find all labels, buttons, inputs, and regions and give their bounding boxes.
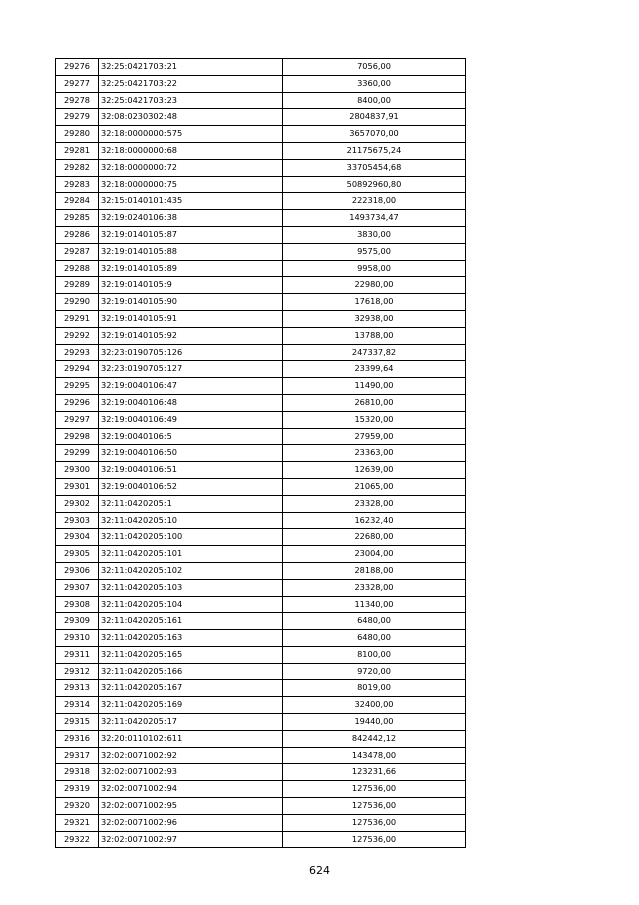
cadastral-number-cell: 32:02:0071002:94	[99, 781, 283, 798]
row-number-cell: 29318	[56, 764, 99, 781]
table-row	[56, 764, 466, 781]
value-cell: 143478,00	[283, 747, 466, 764]
value-cell: 27959,00	[283, 428, 466, 445]
table-row	[56, 663, 466, 680]
table-row	[56, 512, 466, 529]
value-cell: 50892960,80	[283, 176, 466, 193]
value-cell: 3657070,00	[283, 126, 466, 143]
row-number-cell: 29304	[56, 529, 99, 546]
value-cell: 7056,00	[283, 59, 466, 76]
cadastral-number-cell: 32:19:0140105:87	[99, 226, 283, 243]
value-cell: 23004,00	[283, 546, 466, 563]
cadastral-number-cell: 32:19:0040106:5	[99, 428, 283, 445]
value-cell: 127536,00	[283, 781, 466, 798]
value-cell: 9958,00	[283, 260, 466, 277]
table-row	[56, 630, 466, 647]
row-number-cell: 29297	[56, 411, 99, 428]
value-cell: 28188,00	[283, 562, 466, 579]
value-cell: 3360,00	[283, 75, 466, 92]
table-row	[56, 411, 466, 428]
row-number-cell: 29300	[56, 462, 99, 479]
value-cell: 2804837,91	[283, 109, 466, 126]
value-cell: 22680,00	[283, 529, 466, 546]
cadastral-number-cell: 32:18:0000000:575	[99, 126, 283, 143]
cadastral-number-cell: 32:19:0140105:92	[99, 327, 283, 344]
row-number-cell: 29289	[56, 277, 99, 294]
cadastral-number-cell: 32:11:0420205:169	[99, 697, 283, 714]
table-row	[56, 680, 466, 697]
row-number-cell: 29296	[56, 394, 99, 411]
cadastral-number-cell: 32:11:0420205:10	[99, 512, 283, 529]
row-number-cell: 29288	[56, 260, 99, 277]
table-row	[56, 126, 466, 143]
cadastral-number-cell: 32:11:0420205:161	[99, 613, 283, 630]
value-cell: 9575,00	[283, 243, 466, 260]
value-cell: 127536,00	[283, 798, 466, 815]
row-number-cell: 29291	[56, 310, 99, 327]
page-number: 624	[309, 864, 330, 877]
value-cell: 123231,66	[283, 764, 466, 781]
cadastral-number-cell: 32:11:0420205:17	[99, 714, 283, 731]
value-cell: 1493734,47	[283, 210, 466, 227]
table-row	[56, 428, 466, 445]
table-row	[56, 327, 466, 344]
table-row	[56, 445, 466, 462]
row-number-cell: 29295	[56, 378, 99, 395]
row-number-cell: 29298	[56, 428, 99, 445]
value-cell: 9720,00	[283, 663, 466, 680]
table-row	[56, 109, 466, 126]
value-cell: 11340,00	[283, 596, 466, 613]
cadastral-number-cell: 32:18:0000000:68	[99, 142, 283, 159]
table-row	[56, 75, 466, 92]
value-cell: 23328,00	[283, 579, 466, 596]
value-cell: 8019,00	[283, 680, 466, 697]
table-row	[56, 226, 466, 243]
cadastral-number-cell: 32:19:0040106:49	[99, 411, 283, 428]
row-number-cell: 29286	[56, 226, 99, 243]
row-number-cell: 29312	[56, 663, 99, 680]
table-row	[56, 546, 466, 563]
table-row	[56, 462, 466, 479]
table-row	[56, 210, 466, 227]
table-row	[56, 142, 466, 159]
table-row	[56, 562, 466, 579]
row-number-cell: 29320	[56, 798, 99, 815]
row-number-cell: 29308	[56, 596, 99, 613]
table-row	[56, 697, 466, 714]
value-cell: 32400,00	[283, 697, 466, 714]
cadastral-number-cell: 32:19:0140105:9	[99, 277, 283, 294]
row-number-cell: 29322	[56, 831, 99, 848]
value-cell: 3830,00	[283, 226, 466, 243]
value-cell: 19440,00	[283, 714, 466, 731]
table-row	[56, 781, 466, 798]
value-cell: 21175675,24	[283, 142, 466, 159]
value-cell: 22980,00	[283, 277, 466, 294]
table-row	[56, 529, 466, 546]
cadastral-number-cell: 32:11:0420205:165	[99, 646, 283, 663]
cadastral-number-cell: 32:23:0190705:127	[99, 361, 283, 378]
row-number-cell: 29276	[56, 59, 99, 76]
value-cell: 8100,00	[283, 646, 466, 663]
table-row	[56, 159, 466, 176]
cadastral-number-cell: 32:19:0040106:47	[99, 378, 283, 395]
cadastral-number-cell: 32:20:0110102:611	[99, 730, 283, 747]
cadastral-number-cell: 32:02:0071002:97	[99, 831, 283, 848]
value-cell: 23363,00	[283, 445, 466, 462]
row-number-cell: 29281	[56, 142, 99, 159]
table-row	[56, 495, 466, 512]
table-row	[56, 831, 466, 848]
cadastral-number-cell: 32:15:0140101:435	[99, 193, 283, 210]
value-cell: 12639,00	[283, 462, 466, 479]
row-number-cell: 29285	[56, 210, 99, 227]
row-number-cell: 29283	[56, 176, 99, 193]
row-number-cell: 29287	[56, 243, 99, 260]
table-row	[56, 730, 466, 747]
table-row	[56, 378, 466, 395]
cadastral-number-cell: 32:19:0140105:91	[99, 310, 283, 327]
row-number-cell: 29314	[56, 697, 99, 714]
value-cell: 6480,00	[283, 613, 466, 630]
cadastral-number-cell: 32:02:0071002:92	[99, 747, 283, 764]
table-row	[56, 92, 466, 109]
row-number-cell: 29306	[56, 562, 99, 579]
row-number-cell: 29313	[56, 680, 99, 697]
table-body	[56, 59, 466, 848]
cadastral-number-cell: 32:11:0420205:103	[99, 579, 283, 596]
row-number-cell: 29311	[56, 646, 99, 663]
cadastral-number-cell: 32:18:0000000:75	[99, 176, 283, 193]
value-cell: 842442,12	[283, 730, 466, 747]
table-row	[56, 59, 466, 76]
value-cell: 32938,00	[283, 310, 466, 327]
data-table	[55, 58, 466, 848]
table-row	[56, 344, 466, 361]
row-number-cell: 29316	[56, 730, 99, 747]
row-number-cell: 29307	[56, 579, 99, 596]
table-row	[56, 798, 466, 815]
row-number-cell: 29293	[56, 344, 99, 361]
row-number-cell: 29278	[56, 92, 99, 109]
value-cell: 127536,00	[283, 814, 466, 831]
table-row	[56, 294, 466, 311]
cadastral-number-cell: 32:25:0421703:21	[99, 59, 283, 76]
table-row	[56, 478, 466, 495]
row-number-cell: 29292	[56, 327, 99, 344]
row-number-cell: 29299	[56, 445, 99, 462]
row-number-cell: 29280	[56, 126, 99, 143]
row-number-cell: 29277	[56, 75, 99, 92]
table-row	[56, 714, 466, 731]
table-row	[56, 579, 466, 596]
value-cell: 33705454,68	[283, 159, 466, 176]
cadastral-number-cell: 32:19:0240106:38	[99, 210, 283, 227]
value-cell: 6480,00	[283, 630, 466, 647]
value-cell: 222318,00	[283, 193, 466, 210]
cadastral-number-cell: 32:11:0420205:100	[99, 529, 283, 546]
table-row	[56, 260, 466, 277]
value-cell: 23399,64	[283, 361, 466, 378]
cadastral-number-cell: 32:25:0421703:23	[99, 92, 283, 109]
table-row	[56, 394, 466, 411]
row-number-cell: 29294	[56, 361, 99, 378]
cadastral-number-cell: 32:11:0420205:166	[99, 663, 283, 680]
cadastral-number-cell: 32:19:0040106:52	[99, 478, 283, 495]
row-number-cell: 29290	[56, 294, 99, 311]
row-number-cell: 29309	[56, 613, 99, 630]
table-row	[56, 814, 466, 831]
row-number-cell: 29303	[56, 512, 99, 529]
cadastral-number-cell: 32:11:0420205:102	[99, 562, 283, 579]
cadastral-number-cell: 32:18:0000000:72	[99, 159, 283, 176]
value-cell: 26810,00	[283, 394, 466, 411]
table-row	[56, 243, 466, 260]
value-cell: 17618,00	[283, 294, 466, 311]
table-row	[56, 310, 466, 327]
row-number-cell: 29317	[56, 747, 99, 764]
value-cell: 13788,00	[283, 327, 466, 344]
row-number-cell: 29310	[56, 630, 99, 647]
row-number-cell: 29319	[56, 781, 99, 798]
value-cell: 247337,82	[283, 344, 466, 361]
cadastral-number-cell: 32:11:0420205:1	[99, 495, 283, 512]
row-number-cell: 29282	[56, 159, 99, 176]
value-cell: 21065,00	[283, 478, 466, 495]
cadastral-number-cell: 32:19:0140105:89	[99, 260, 283, 277]
cadastral-number-cell: 32:08:0230302:48	[99, 109, 283, 126]
cadastral-number-cell: 32:11:0420205:101	[99, 546, 283, 563]
cadastral-number-cell: 32:02:0071002:93	[99, 764, 283, 781]
table-row	[56, 277, 466, 294]
value-cell: 127536,00	[283, 831, 466, 848]
row-number-cell: 29305	[56, 546, 99, 563]
table-row	[56, 613, 466, 630]
cadastral-number-cell: 32:19:0040106:50	[99, 445, 283, 462]
table-row	[56, 176, 466, 193]
value-cell: 23328,00	[283, 495, 466, 512]
row-number-cell: 29315	[56, 714, 99, 731]
value-cell: 16232,40	[283, 512, 466, 529]
table-row	[56, 361, 466, 378]
table-row	[56, 596, 466, 613]
cadastral-number-cell: 32:19:0140105:88	[99, 243, 283, 260]
table-row	[56, 646, 466, 663]
cadastral-number-cell: 32:11:0420205:167	[99, 680, 283, 697]
cadastral-number-cell: 32:25:0421703:22	[99, 75, 283, 92]
row-number-cell: 29279	[56, 109, 99, 126]
cadastral-number-cell: 32:02:0071002:96	[99, 814, 283, 831]
table-row	[56, 747, 466, 764]
value-cell: 11490,00	[283, 378, 466, 395]
row-number-cell: 29302	[56, 495, 99, 512]
table-row	[56, 193, 466, 210]
cadastral-number-cell: 32:19:0040106:48	[99, 394, 283, 411]
cadastral-number-cell: 32:11:0420205:163	[99, 630, 283, 647]
cadastral-number-cell: 32:02:0071002:95	[99, 798, 283, 815]
cadastral-number-cell: 32:19:0140105:90	[99, 294, 283, 311]
row-number-cell: 29301	[56, 478, 99, 495]
row-number-cell: 29284	[56, 193, 99, 210]
value-cell: 8400,00	[283, 92, 466, 109]
cadastral-number-cell: 32:23:0190705:126	[99, 344, 283, 361]
cadastral-number-cell: 32:11:0420205:104	[99, 596, 283, 613]
row-number-cell: 29321	[56, 814, 99, 831]
cadastral-number-cell: 32:19:0040106:51	[99, 462, 283, 479]
value-cell: 15320,00	[283, 411, 466, 428]
